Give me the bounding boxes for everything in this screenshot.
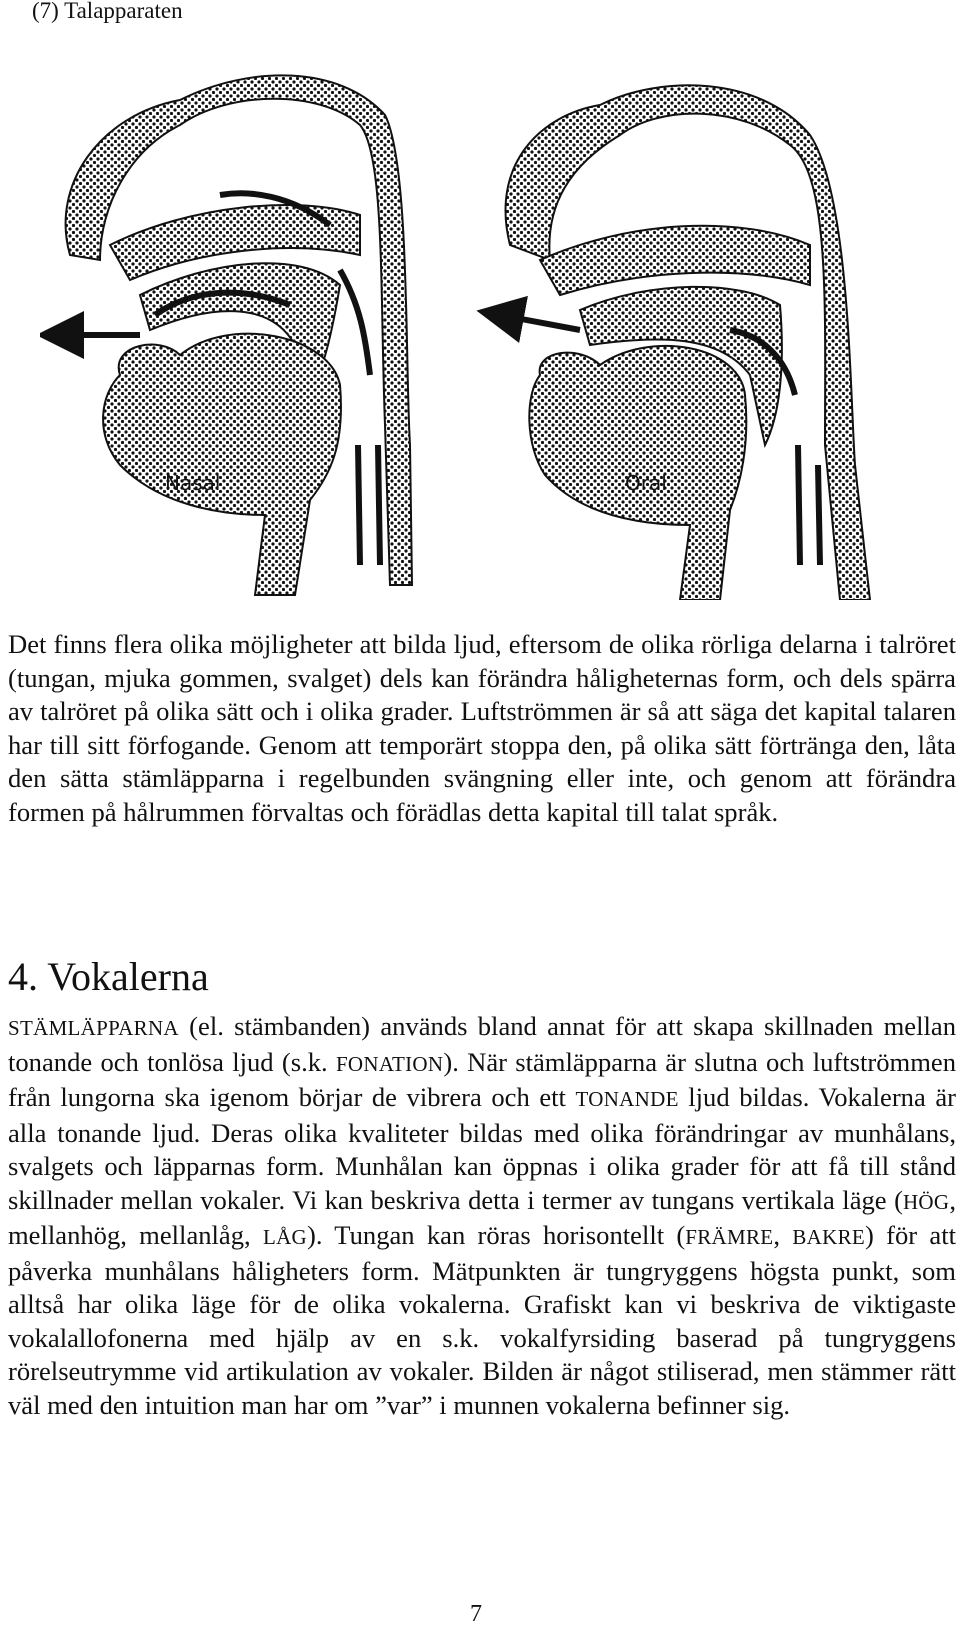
oral-diagram [500, 85, 870, 600]
vokalerna-paragraph [8, 1010, 956, 1422]
oral-label: Oral [625, 471, 667, 495]
nasal-diagram [60, 75, 412, 595]
intro-paragraph: Det finns flera olika möjligheter att bilda ljud, eftersom de olika rörliga delarna i talröret (tungan, mjuka gommen, svalget) dels kan förändra håligheternas form, och dels spärra av talröret på olika sätt och i olika grader. Luftströmmen är så att säga det kapital talaren har till sitt förfogande. Genom att temporärt stoppa den, på olika sätt förtränga den, låta den sätta stämläpparna i regelbunden svängning eller inte, och genom att förändra formen på hålrummen förvaltas och förädlas detta kapital till talat språk. [8, 629, 956, 827]
term-bakre: BAKRE [792, 1225, 866, 1249]
text-run: ). När stämläpparna är slutna och luftströmmen från lungorna ska igenom börjar de vibrera och ett [8, 1046, 956, 1112]
page-number: 7 [470, 1601, 482, 1627]
text-run: ) för att påverka munhålans håligheters form. Mätpunkten är tungryggens högsta punkt, som alltså har olika läge för de olika vokalerna. Grafiskt kan vi beskriva de viktigaste vokalallofonerna med hjälp av en s.k. vokalfyrsiding baserad på tungryggens rörelseutrymme vid artikulation av vokaler. Bilden är något stiliserad, men stämmer rätt väl med den intuition man har om ”var” i munnen vokalerna befinner sig. [8, 1220, 956, 1420]
text-run: ljud bildas. Vokalerna är alla tonande ljud. Deras olika kvaliteter bildas med olika förändringar av munhålans, svalgets och läpparnas form. Munhålan kan öppnas i olika grader för att få till stånd skillnader mellan vokaler. Vi kan beskriva detta i termer av tungans vertikala läge ( [8, 1082, 957, 1215]
term-framre: FRÄMRE [685, 1225, 774, 1249]
term-lag: LÅG [262, 1225, 308, 1249]
text-run: (el. stämbanden) används bland annat för att skapa skillnaden mellan tonande och tonlösa ljud (s.k. [8, 1011, 956, 1077]
text-run: ). Tungan kan röras horisontellt ( [307, 1220, 686, 1250]
oral-palate [540, 226, 810, 295]
text-run: , mellanhög, mellanlåg, [8, 1184, 956, 1250]
chapter-header: (7) Talapparaten [32, 0, 183, 23]
nasal-tongue [103, 334, 341, 595]
text-run: , [773, 1220, 793, 1250]
term-tonande: TONANDE [575, 1087, 679, 1111]
section-heading: 4. Vokalerna [8, 954, 209, 999]
term-hog: HÖG [902, 1189, 950, 1214]
term-fonation: FONATION [335, 1051, 444, 1076]
term-stamlapparna: STÄMLÄPPARNA [8, 1016, 179, 1040]
vocal-tract-figure [40, 45, 920, 600]
nasal-label: Nasal [165, 471, 221, 495]
